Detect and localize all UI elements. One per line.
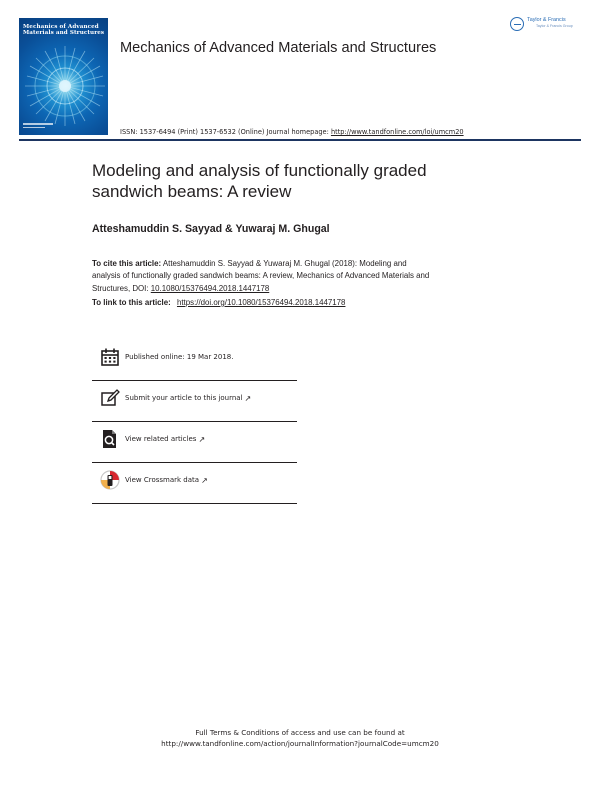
external-link-icon: ↗	[201, 475, 208, 485]
calendar-icon	[99, 346, 121, 368]
published-online-label: Published online: 19 Mar 2018.	[125, 353, 234, 361]
footer-terms-text: Full Terms & Conditions of access and use can be found at	[195, 728, 405, 737]
publisher-name: Taylor & Francis	[527, 17, 566, 23]
citation-block: To cite this article: Atteshamuddin S. Sayyad & Yuwaraj M. Ghugal (2018): Modeling and analysis of functionally graded sandwich beams: A review, Mechanics of Advanced Materials and Structures, DOI: 10.1080/15376494.2018.1447178	[92, 259, 430, 293]
article-title: Modeling and analysis of functionally graded sandwich beams: A review	[92, 161, 427, 201]
related-articles-row[interactable]	[92, 419, 297, 459]
journal-cover-image	[19, 18, 108, 135]
row-divider	[92, 503, 297, 504]
external-link-icon: ↗	[198, 434, 206, 444]
article-link-line	[92, 298, 345, 307]
publisher-logo[interactable]	[510, 15, 586, 37]
external-link-icon: ↗	[244, 393, 252, 403]
doi-link[interactable]: 10.1080/15376494.2018.1447178	[150, 283, 270, 293]
crossmark-icon	[99, 469, 121, 491]
published-online-row	[92, 337, 297, 377]
crossmark-label: View Crossmark data	[125, 476, 200, 484]
related-articles-label: View related articles	[125, 435, 197, 443]
cover-title: Mechanics of Advanced Materials and Structures	[23, 24, 105, 37]
submit-article-label: Submit your article to this journal	[125, 394, 243, 402]
publisher-subtitle: Taylor & Francis Group	[536, 24, 573, 28]
journal-homepage-link[interactable]: http://www.tandfonline.com/loi/umcm20	[330, 128, 464, 136]
edit-icon	[99, 387, 121, 409]
journal-title[interactable]: Mechanics of Advanced Materials and Structures	[120, 40, 437, 56]
link-label: To link to this article:	[92, 298, 173, 307]
issn-line	[120, 128, 464, 136]
article-doi-url[interactable]: https://doi.org/10.1080/15376494.2018.1447178	[176, 298, 346, 307]
cite-label: To cite this article:	[92, 259, 162, 268]
cover-footer-graphic	[23, 123, 63, 131]
header-divider	[19, 139, 581, 141]
footer-terms-link[interactable]: http://www.tandfonline.com/action/journalInformation?journalCode=umcm20	[161, 739, 439, 748]
publisher-logo-icon	[510, 17, 524, 31]
footer-terms	[0, 727, 600, 749]
submit-article-row[interactable]	[92, 378, 297, 418]
article-authors: Atteshamuddin S. Sayyad & Yuwaraj M. Ghugal	[92, 223, 330, 235]
crossmark-row[interactable]	[92, 460, 297, 500]
search-doc-icon	[99, 428, 121, 450]
issn-text: ISSN: 1537-6494 (Print) 1537-6532 (Online) Journal homepage:	[120, 128, 331, 136]
